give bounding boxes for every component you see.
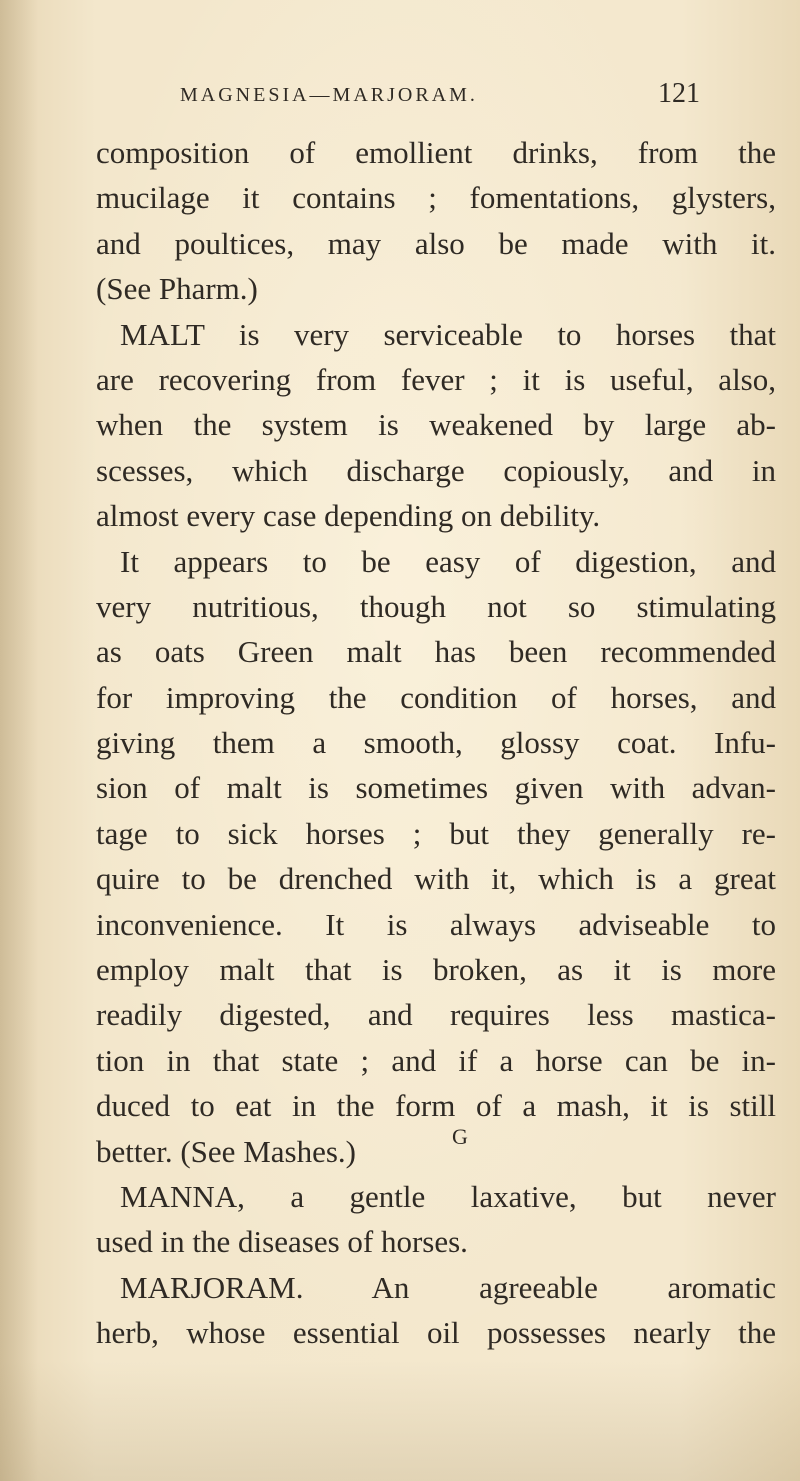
text-line: sion of malt is sometimes given with advan- — [96, 770, 776, 806]
page-header — [180, 78, 700, 114]
text-line: very nutritious, though not so stimulating — [96, 588, 776, 624]
text-line: inconvenience. It is always adviseable to — [96, 906, 776, 942]
text-line: and poultices, may also be made with it. — [96, 225, 776, 261]
text-line: herb, whose essential oil possesses nearly the — [96, 1315, 776, 1351]
signature-mark: G — [452, 1124, 468, 1149]
text-line: giving them a smooth, glossy coat. Infu- — [96, 725, 776, 761]
text-line: composition of emollient drinks, from the — [96, 135, 776, 170]
entry-malt-first-line: MALT is very serviceable to horses that — [120, 316, 776, 352]
text-line: almost every case depending on debility. — [96, 498, 601, 534]
page-number: 121 — [658, 78, 700, 109]
entry-manna-first-line: MANNA, a gentle laxative, but never — [120, 1178, 776, 1214]
text-line: as oats Green malt has been recommended — [96, 634, 776, 670]
body-text — [96, 130, 776, 1356]
text-line: when the system is weakened by large ab- — [96, 407, 776, 443]
text-line: quire to be drenched with it, which is a great — [96, 861, 776, 897]
text-line: readily digested, and requires less mastica- — [96, 997, 776, 1033]
page-bottom-shadow — [0, 1361, 800, 1481]
text-line: employ malt that is broken, as it is more — [96, 952, 776, 988]
page-edge-shadow — [0, 0, 38, 1481]
entry-marjoram-first-line: MARJORAM. An agreeable aromatic — [120, 1269, 776, 1305]
paragraph-first-line: It appears to be easy of digestion, and — [120, 543, 776, 579]
text-line: scesses, which discharge copiously, and in — [96, 452, 776, 488]
text-line: (See Pharm.) — [96, 271, 258, 307]
text-line: tage to sick horses ; but they generally re- — [96, 815, 776, 851]
text-line: duced to eat in the form of a mash, it is still — [96, 1088, 776, 1124]
text-line: better. (See Mashes.) — [96, 1133, 356, 1169]
text-line: mucilage it contains ; fomentations, glysters, — [96, 180, 776, 216]
text-line: tion in that state ; and if a horse can be in- — [96, 1042, 776, 1078]
running-head: MAGNESIA—MARJORAM. — [180, 84, 478, 106]
text-line: used in the diseases of horses. — [96, 1224, 468, 1260]
text-line: for improving the condition of horses, and — [96, 679, 776, 715]
text-line: are recovering from fever ; it is useful, also, — [96, 361, 776, 397]
